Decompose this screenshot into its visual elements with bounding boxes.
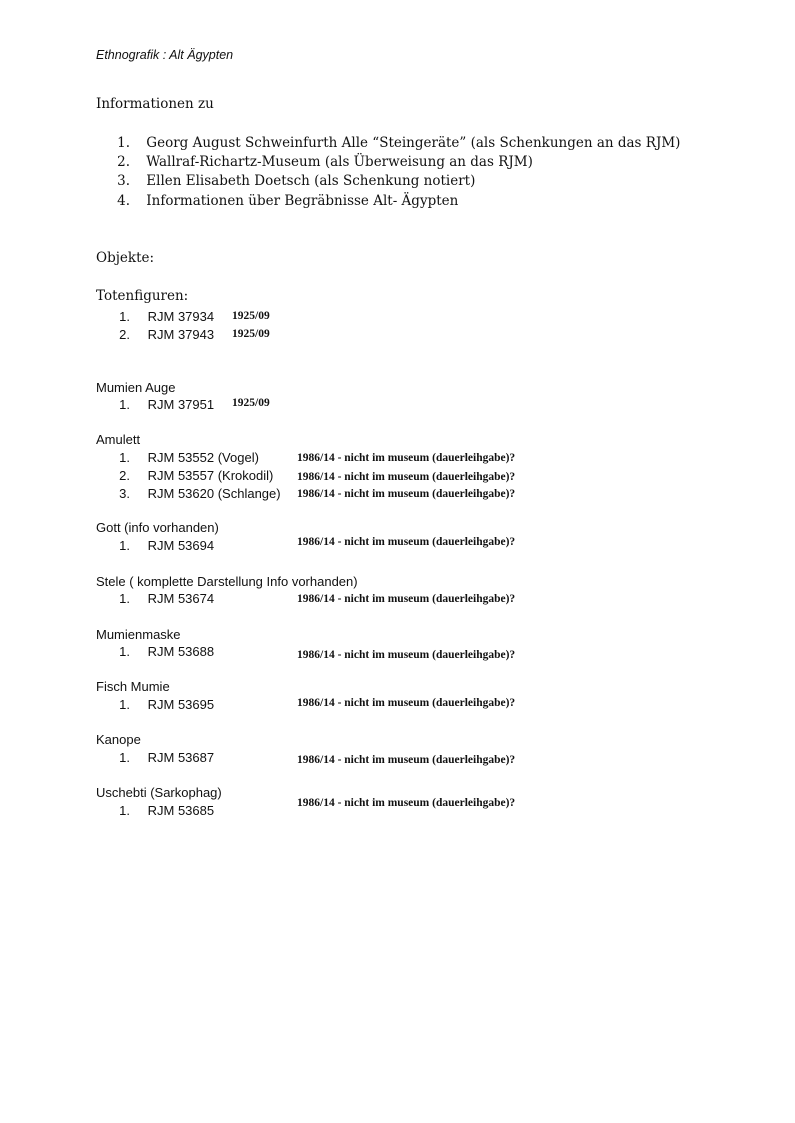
page-header: Ethnografik : Alt Ägypten — [96, 48, 234, 62]
item-note: 1986/14 - nicht im museum (dauerleihgabe)? — [297, 452, 516, 464]
item-number: 1. — [119, 750, 130, 765]
objekte-label: Objekte: — [96, 250, 155, 266]
item-number: 1. — [119, 591, 130, 606]
item-id: RJM 53552 (Vogel) — [147, 450, 259, 465]
item-note: 1986/14 - nicht im museum (dauerleihgabe)? — [297, 536, 516, 548]
item-note: 1925/09 — [232, 397, 270, 409]
item-id: RJM 37934 — [147, 309, 215, 324]
info-item-number: 4. — [117, 193, 130, 209]
item-id: RJM 53688 — [147, 644, 215, 659]
item-number: 1. — [119, 803, 130, 818]
list-item — [96, 397, 214, 412]
item-number: 1. — [119, 309, 130, 324]
item-note: 1986/14 - nicht im museum (dauerleihgabe)? — [297, 754, 516, 766]
item-note: 1925/09 — [232, 310, 270, 322]
item-id: RJM 53674 — [147, 591, 215, 606]
item-number: 1. — [119, 538, 130, 553]
item-id: RJM 53694 — [147, 538, 215, 553]
info-item-text: Wallraf-Richartz-Museum (als Überweisung an das RJM) — [146, 154, 533, 170]
list-item — [96, 697, 214, 712]
section-title-fisch-mumie: Fisch Mumie — [96, 679, 170, 694]
item-number: 2. — [119, 468, 130, 483]
item-number: 3. — [119, 486, 130, 501]
section-title-mumien-auge: Mumien Auge — [96, 380, 176, 395]
info-item-number: 1. — [117, 135, 130, 151]
info-item-number: 3. — [117, 173, 130, 189]
list-item — [96, 486, 281, 501]
list-item — [96, 309, 214, 324]
item-number: 2. — [119, 327, 130, 342]
info-item-2 — [96, 154, 533, 170]
info-item-text: Ellen Elisabeth Doetsch (als Schenkung notiert) — [146, 173, 476, 189]
list-item — [96, 644, 214, 659]
section-title-kanope: Kanope — [96, 732, 141, 747]
item-note: 1986/14 - nicht im museum (dauerleihgabe)? — [297, 488, 516, 500]
item-id: RJM 53687 — [147, 750, 215, 765]
item-id: RJM 53557 (Krokodil) — [147, 468, 274, 483]
list-item — [96, 468, 273, 483]
list-item — [96, 750, 214, 765]
info-item-1 — [96, 135, 680, 151]
item-note: 1925/09 — [232, 328, 270, 340]
item-note: 1986/14 - nicht im museum (dauerleihgabe)? — [297, 797, 516, 809]
info-item-3 — [96, 173, 475, 189]
info-item-number: 2. — [117, 154, 130, 170]
list-item — [96, 327, 214, 342]
item-id: RJM 53695 — [147, 697, 215, 712]
item-id: RJM 53620 (Schlange) — [147, 486, 281, 501]
item-note: 1986/14 - nicht im museum (dauerleihgabe)? — [297, 471, 516, 483]
list-item — [96, 803, 214, 818]
item-id: RJM 53685 — [147, 803, 215, 818]
info-title: Informationen zu — [96, 96, 214, 112]
section-title-amulett: Amulett — [96, 432, 141, 447]
item-number: 1. — [119, 697, 130, 712]
info-item-text: Informationen über Begräbnisse Alt- Ägypten — [146, 193, 459, 209]
section-title-stele: Stele ( komplette Darstellung Info vorhanden) — [96, 574, 358, 589]
section-title-totenfiguren: Totenfiguren: — [96, 288, 189, 304]
list-item — [96, 591, 214, 606]
section-title-mumienmaske: Mumienmaske — [96, 627, 181, 642]
item-note: 1986/14 - nicht im museum (dauerleihgabe)? — [297, 697, 516, 709]
item-number: 1. — [119, 450, 130, 465]
section-title-gott: Gott (info vorhanden) — [96, 520, 219, 535]
item-number: 1. — [119, 644, 130, 659]
section-title-uschebti: Uschebti (Sarkophag) — [96, 785, 222, 800]
item-number: 1. — [119, 397, 130, 412]
item-id: RJM 37943 — [147, 327, 215, 342]
item-id: RJM 37951 — [147, 397, 215, 412]
item-note: 1986/14 - nicht im museum (dauerleihgabe)? — [297, 649, 516, 661]
item-note: 1986/14 - nicht im museum (dauerleihgabe)? — [297, 593, 516, 605]
info-item-text: Georg August Schweinfurth Alle “Steingeräte” (als Schenkungen an das RJM) — [146, 135, 681, 151]
list-item — [96, 450, 259, 465]
info-item-4 — [96, 193, 458, 209]
list-item — [96, 538, 214, 553]
